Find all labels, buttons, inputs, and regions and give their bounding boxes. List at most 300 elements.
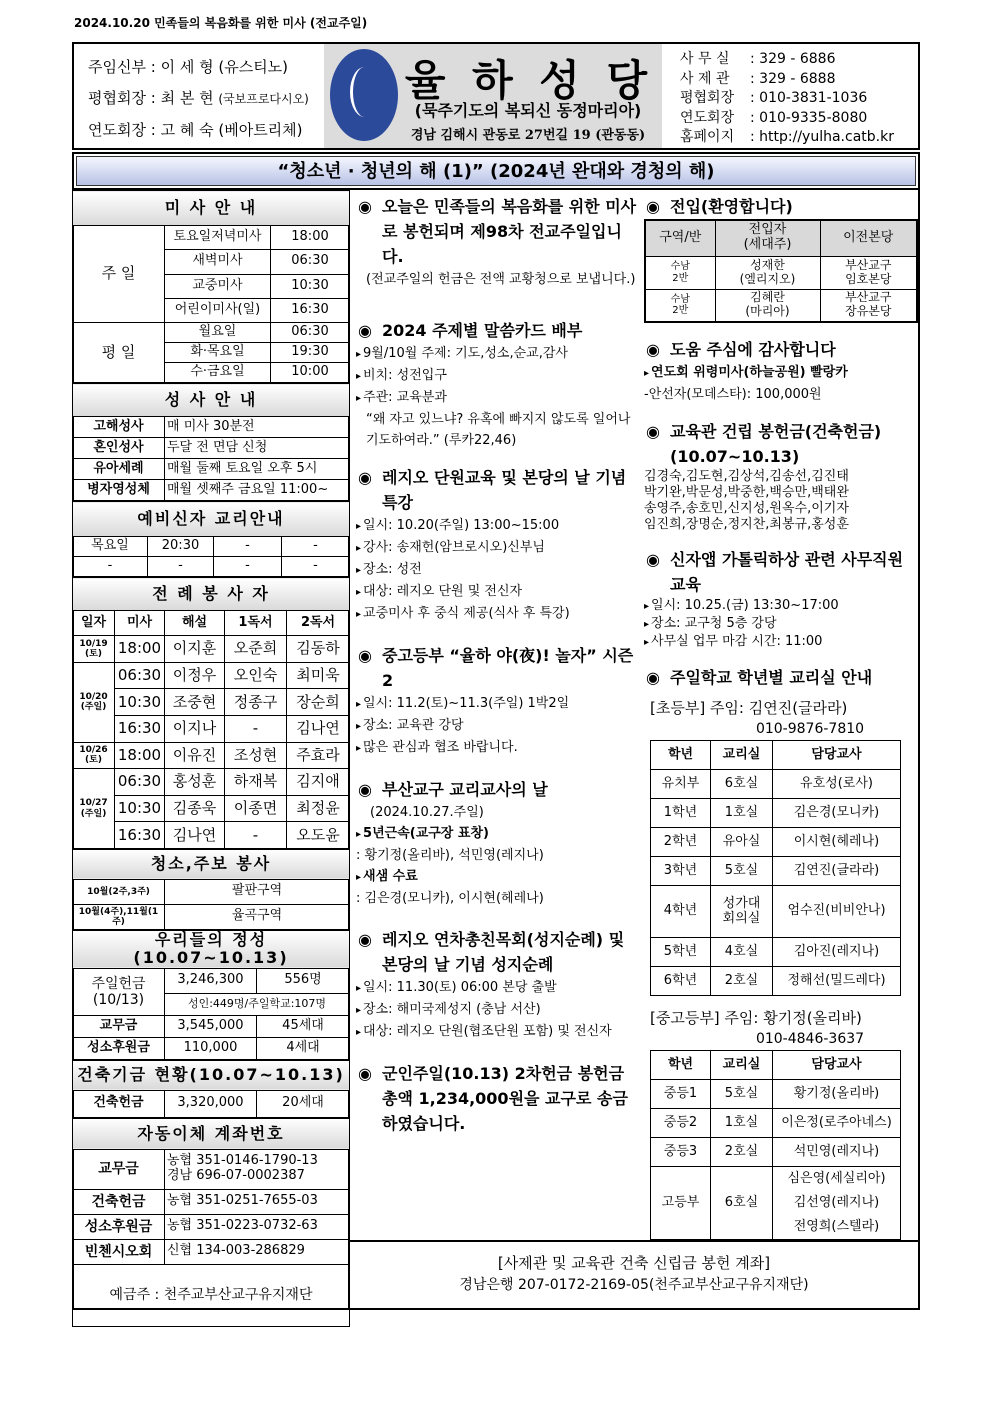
minister-cell: 이정우 bbox=[165, 662, 225, 689]
bulletin-header bbox=[72, 42, 920, 150]
section-line: “왜 자고 있느냐? 유혹에 빠지지 않도록 일어나 기도하여라.” (루카22,46) bbox=[366, 412, 631, 448]
offering-cell: 110,000 bbox=[165, 1037, 257, 1059]
table-row bbox=[73, 611, 350, 636]
notice-4 bbox=[356, 777, 638, 909]
offering-cell: 3,545,000 bbox=[165, 1015, 257, 1037]
account-number: 신협 134-003-286829 bbox=[165, 1239, 350, 1264]
minister-cell: 18:00 bbox=[115, 742, 165, 769]
cleaning-district: 팔판구역 bbox=[165, 879, 350, 904]
sacrament-name: 병자영성체 bbox=[73, 480, 165, 501]
table-row bbox=[651, 857, 901, 886]
table-row bbox=[73, 1015, 350, 1037]
contacts-list bbox=[662, 44, 894, 148]
middle-high-head: [중고등부] 주임: 황기정(올리바) bbox=[650, 1009, 862, 1027]
catechumen-cell: - bbox=[214, 537, 282, 557]
minister-cell: 정종구 bbox=[225, 689, 287, 716]
column-header: 담당교사 bbox=[773, 741, 901, 770]
contact-value: 010-9335-8080 bbox=[759, 109, 868, 126]
notice-3 bbox=[356, 643, 638, 759]
transfer-cell: 김혜란 (마리아) bbox=[715, 289, 820, 322]
sep: : bbox=[145, 89, 161, 107]
classroom-cell: 1호실 bbox=[711, 1109, 773, 1138]
minister-cell: 김동하 bbox=[287, 636, 350, 663]
section-title: ◉ 주일학교 학년별 교리실 안내 bbox=[644, 665, 916, 690]
mass-time: 10:30 bbox=[271, 274, 350, 298]
section-title: ◉ 레지오 단원교육 및 본당의 날 기념 특강 bbox=[356, 465, 638, 515]
liturgy-title: 전 례 봉 사 자 bbox=[73, 578, 350, 611]
service-date: 10/19 (토) bbox=[73, 636, 115, 663]
sep: : bbox=[750, 51, 760, 67]
leader-name: 이 세 형 bbox=[160, 58, 214, 76]
minister-cell: 06:30 bbox=[115, 769, 165, 796]
classroom-cell: 김은경(모니카) bbox=[773, 799, 901, 828]
section-line: ▸ 일시: 11.2(토)~11.3(주일) 1박2일 bbox=[356, 693, 638, 715]
liturgy-ministers-table bbox=[72, 577, 350, 849]
account-purpose: 교무금 bbox=[73, 1149, 165, 1189]
section-line: ▸ 9월/10월 주제: 기도,성소,순교,감사 bbox=[356, 343, 638, 365]
section-title: ◉ 2024 주제별 말씀카드 배부 bbox=[356, 318, 638, 343]
left-column bbox=[72, 190, 349, 1327]
middle-column bbox=[356, 194, 638, 1154]
classroom-cell: 김연진(글라라) bbox=[773, 857, 901, 886]
bulletin-date-title: 2024.10.20 민족들의 복음화를 위한 미사 (전교주일) bbox=[74, 16, 368, 30]
contact-0 bbox=[680, 50, 894, 70]
mass-schedule-table bbox=[72, 190, 350, 383]
leaders-list bbox=[74, 44, 324, 148]
column-header: 담당교사 bbox=[773, 1051, 901, 1080]
table-row bbox=[73, 502, 350, 537]
classroom-cell: 김아진(레지나) bbox=[773, 938, 901, 967]
catechumen-cell: - bbox=[214, 557, 282, 577]
section-title: ◉ 전입(환영합니다) bbox=[644, 194, 916, 219]
table-row bbox=[73, 226, 350, 250]
table-row bbox=[651, 799, 901, 828]
catechumen-cell: 목요일 bbox=[73, 537, 148, 557]
table-row bbox=[73, 636, 350, 663]
section-title: ◉ 교육관 건립 봉헌금(건축헌금) (10.07~10.13) bbox=[644, 419, 916, 469]
cleaning-table bbox=[72, 849, 350, 930]
classroom-cell: 중등2 bbox=[651, 1109, 711, 1138]
account-box-title: [사제관 및 교육관 건축 신립금 봉헌 계좌] bbox=[497, 1254, 771, 1272]
minister-cell: 16:30 bbox=[115, 715, 165, 742]
minister-cell: 16:30 bbox=[115, 822, 165, 849]
sep: : bbox=[750, 129, 760, 145]
section-line: ▸ 일시: 10.20(주일) 13:00~15:00 bbox=[356, 515, 638, 537]
leader-name: 고 혜 숙 bbox=[160, 121, 214, 139]
table-row bbox=[73, 662, 350, 689]
service-date: 10/27 (주일) bbox=[73, 769, 115, 849]
minister-cell: 이지나 bbox=[165, 715, 225, 742]
elementary-phone: 010-9876-7810 bbox=[755, 721, 865, 737]
leader-saint: (베아트리체) bbox=[218, 121, 303, 139]
section-line: ▸ 교중미사 후 중식 제공(식사 후 특강) bbox=[356, 603, 638, 625]
sep: : bbox=[750, 90, 760, 106]
section-line: ▸ 대상: 레지오 단원 및 전신자 bbox=[356, 581, 638, 603]
section-line: ▸ 비치: 성전입구 bbox=[356, 365, 638, 387]
cleaning-period: 10월(2주,3주) bbox=[73, 879, 165, 904]
contact-label: 연도회장 bbox=[680, 109, 735, 126]
account-holder: 예금주 : 천주교부산교구유지재단 bbox=[73, 1264, 350, 1326]
sacrament-info: 매월 셋째주 금요일 11:00~ bbox=[165, 480, 350, 501]
leader-role: 연도회장 bbox=[88, 121, 146, 139]
section-line: ▸ 사무실 업무 마감 시간: 11:00 bbox=[644, 633, 916, 651]
classroom-cell: 유치부 bbox=[651, 770, 711, 799]
classroom-cell: 엄수진(비비안나) bbox=[773, 886, 901, 938]
column-header: 해설 bbox=[165, 611, 225, 636]
section-title: ◉ 부산교구 교리교사의 날 bbox=[356, 777, 638, 802]
column-header: 이전본당 bbox=[820, 220, 917, 256]
table-row bbox=[651, 1138, 901, 1167]
leader-saint: (유스티노) bbox=[218, 58, 289, 76]
classroom-cell: 3학년 bbox=[651, 857, 711, 886]
section-line: ▸ 장소: 성전 bbox=[356, 559, 638, 581]
table-row bbox=[73, 1060, 350, 1090]
section-line: ▸ 대상: 레지오 단원(협조단원 포함) 및 전신자 bbox=[356, 1021, 638, 1043]
table-row bbox=[73, 459, 350, 480]
table-row bbox=[73, 480, 350, 501]
sacrament-name: 고해성사 bbox=[73, 417, 165, 438]
transfer-in-table bbox=[644, 219, 918, 323]
section-line: ▸ 새샘 수료 bbox=[356, 866, 638, 888]
table-row bbox=[73, 438, 350, 459]
transfer-cell: 성재한 (엘리지오) bbox=[715, 256, 820, 289]
sacrament-info: 매 미사 30분전 bbox=[165, 417, 350, 438]
section-line: ▸ 강사: 송재헌(암브로시오)신부님 bbox=[356, 537, 638, 559]
catechumen-table bbox=[72, 501, 350, 577]
table-row bbox=[651, 938, 901, 967]
mass-name: 새벽미사 bbox=[165, 250, 271, 274]
classroom-cell: 6호실 bbox=[711, 1167, 773, 1240]
column-header: 전입자 (세대주) bbox=[715, 220, 820, 256]
column-header: 교리실 bbox=[711, 741, 773, 770]
mass-day: 월요일 bbox=[165, 323, 271, 343]
table-row bbox=[73, 1037, 350, 1059]
notice-0 bbox=[356, 194, 638, 290]
mass-schedule-title: 미 사 안 내 bbox=[73, 191, 350, 226]
section-line: -안선자(모데스타): 100,000원 bbox=[644, 387, 822, 402]
classroom-cell: 6학년 bbox=[651, 967, 711, 996]
table-row bbox=[73, 1118, 350, 1149]
mass-name: 토요일저녁미사 bbox=[165, 226, 271, 250]
section-line: : 김은경(모니카), 이시현(헤레나) bbox=[356, 891, 544, 906]
notice-1 bbox=[356, 318, 638, 451]
table-row bbox=[73, 715, 350, 742]
classroom-cell: 2학년 bbox=[651, 828, 711, 857]
offering-title: 우리들의 정성 (10.07~10.13) bbox=[73, 930, 350, 968]
column-header: 구역/반 bbox=[645, 220, 715, 256]
classroom-cell: 4학년 bbox=[651, 886, 711, 938]
leader-role: 주임신부 bbox=[88, 58, 146, 76]
contact-3 bbox=[680, 109, 894, 129]
minister-cell: - bbox=[225, 822, 287, 849]
table-row bbox=[73, 537, 350, 557]
minister-cell: 10:30 bbox=[115, 795, 165, 822]
section-line: (2024.10.27.주일) bbox=[370, 805, 484, 820]
classroom-cell: 5호실 bbox=[711, 1080, 773, 1109]
cleaning-period: 10월(4주),11월(1주) bbox=[73, 904, 165, 929]
table-row bbox=[73, 968, 350, 993]
table-row bbox=[73, 795, 350, 822]
table-row bbox=[651, 967, 901, 996]
mass-time: 19:30 bbox=[271, 343, 350, 363]
leader-1 bbox=[88, 83, 324, 115]
section-title: ◉ 도움 주심에 감사합니다 bbox=[644, 337, 916, 362]
classroom-cell: 4호실 bbox=[711, 938, 773, 967]
middle-high-phone: 010-4846-3637 bbox=[755, 1031, 865, 1047]
catechumen-cell: 20:30 bbox=[148, 537, 214, 557]
offering-amount: 3,246,300 bbox=[165, 968, 257, 993]
notice-5 bbox=[356, 927, 638, 1043]
sep: : bbox=[750, 109, 760, 126]
classroom-cell: 이시현(헤레나) bbox=[773, 828, 901, 857]
sacrament-title: 성 사 안 내 bbox=[73, 384, 350, 417]
minister-cell: 홍성훈 bbox=[165, 769, 225, 796]
classroom-cell: 황기정(올리바) bbox=[773, 1080, 901, 1109]
sacrament-info: 두달 전 면담 신청 bbox=[165, 438, 350, 459]
offering-detail: 성인:449명/주일학교:107명 bbox=[165, 993, 350, 1015]
table-row bbox=[73, 578, 350, 611]
table-row bbox=[645, 256, 917, 289]
table-row bbox=[73, 557, 350, 577]
notice-2 bbox=[356, 465, 638, 625]
table-row bbox=[73, 742, 350, 769]
section-line: ▸ 주관: 교육분과 bbox=[356, 387, 638, 409]
section-line: : 황기정(올리바), 석민영(레지나) bbox=[356, 848, 544, 863]
classroom-cell: 이은정(로주아네스) bbox=[773, 1109, 901, 1138]
notice-6 bbox=[356, 1061, 638, 1136]
minister-cell: 06:30 bbox=[115, 662, 165, 689]
table-row bbox=[651, 828, 901, 857]
section-title: ◉ 레지오 연차총친목회(성지순례) 및 본당의 날 기념 성지순례 bbox=[356, 927, 638, 977]
column-header: 1독서 bbox=[225, 611, 287, 636]
catechumen-cell: - bbox=[282, 557, 350, 577]
minister-cell: 이지훈 bbox=[165, 636, 225, 663]
minister-cell: 오준희 bbox=[225, 636, 287, 663]
cleaning-title: 청소,주보 봉사 bbox=[73, 849, 350, 879]
table-row bbox=[73, 879, 350, 904]
table-row bbox=[73, 1239, 350, 1264]
sep: : bbox=[145, 121, 161, 139]
section-line: (전교주일의 헌금은 전액 교황청으로 보냅니다.) bbox=[366, 272, 636, 287]
contact-value: 010-3831-1036 bbox=[759, 90, 868, 106]
table-row bbox=[651, 741, 901, 770]
account-number: 농협 351-0223-0732-63 bbox=[165, 1214, 350, 1239]
table-row bbox=[73, 384, 350, 417]
column-header: 학년 bbox=[651, 741, 711, 770]
minister-cell: 이유진 bbox=[165, 742, 225, 769]
building-fund-cell: 3,320,000 bbox=[165, 1090, 257, 1117]
classroom-cell: 2호실 bbox=[711, 1138, 773, 1167]
classroom-cell: 심은영(세실리아) 김선영(레지나) 전영희(스텔라) bbox=[773, 1167, 901, 1240]
section-line: ▸ 장소: 교육관 강당 bbox=[356, 715, 638, 737]
classroom-cell: 석민영(레지나) bbox=[773, 1138, 901, 1167]
building-fund-cell: 20세대 bbox=[257, 1090, 350, 1117]
classroom-cell: 1학년 bbox=[651, 799, 711, 828]
table-row bbox=[645, 289, 917, 322]
section-line: 임진희,장명순,정지찬,최봉규,홍성훈 bbox=[644, 517, 849, 532]
minister-cell: - bbox=[225, 715, 287, 742]
mass-time: 18:00 bbox=[271, 226, 350, 250]
parish-masthead bbox=[324, 44, 662, 148]
leader-role: 평협회장 bbox=[88, 89, 146, 107]
service-date: 10/20 (주일) bbox=[73, 662, 115, 742]
contact-value: 329 - 6886 bbox=[759, 51, 836, 67]
section-title: ◉ 중고등부 “율하 야(夜)! 놀자” 시즌2 bbox=[356, 643, 638, 693]
table-row bbox=[73, 904, 350, 929]
table-row bbox=[651, 770, 901, 799]
elementary-head: [초등부] 주임: 김연진(글라라) bbox=[650, 699, 848, 717]
table-row bbox=[73, 1264, 350, 1326]
contact-value: http://yulha.catb.kr bbox=[759, 129, 894, 145]
table-row bbox=[73, 849, 350, 879]
table-row bbox=[651, 886, 901, 938]
minister-cell: 최미욱 bbox=[287, 662, 350, 689]
column-header: 교리실 bbox=[711, 1051, 773, 1080]
mass-time: 10:00 bbox=[271, 363, 350, 383]
account-purpose: 빈첸시오회 bbox=[73, 1239, 165, 1264]
account-box-number: 경남은행 207-0172-2169-05(천주교부산교구유지재단) bbox=[459, 1277, 809, 1293]
classroom-cell: 유아실 bbox=[711, 828, 773, 857]
mass-day: 화·목요일 bbox=[165, 343, 271, 363]
mass-time: 06:30 bbox=[271, 250, 350, 274]
minister-cell: 이종면 bbox=[225, 795, 287, 822]
catechumen-cell: - bbox=[282, 537, 350, 557]
minister-cell: 주효라 bbox=[287, 742, 350, 769]
service-date: 10/26 (토) bbox=[73, 742, 115, 769]
leader-name: 최 본 현 bbox=[160, 89, 214, 107]
classroom-cell: 1호실 bbox=[711, 799, 773, 828]
leader-saint: (국보프로다시오) bbox=[218, 92, 309, 106]
mass-name: 교중미사 bbox=[165, 274, 271, 298]
section-title: ◉ 오늘은 민족들의 복음화를 위한 미사로 봉헌되며 제98차 전교주일입니다. bbox=[356, 194, 638, 269]
weekday-label: 평 일 bbox=[73, 323, 165, 383]
contact-label: 사 무 실 bbox=[680, 51, 730, 67]
sep: : bbox=[750, 70, 760, 87]
table-row bbox=[73, 822, 350, 849]
contact-value: 329 - 6888 bbox=[759, 70, 836, 87]
minister-cell: 조중현 bbox=[165, 689, 225, 716]
mass-name: 어린이미사(일) bbox=[165, 298, 271, 322]
section-line: ▸ 일시: 11.30(토) 06:00 본당 출발 bbox=[356, 977, 638, 999]
table-row bbox=[73, 769, 350, 796]
auto-transfer-title: 자동이체 계좌번호 bbox=[73, 1118, 350, 1149]
minister-cell: 김나연 bbox=[287, 715, 350, 742]
minister-cell: 10:30 bbox=[115, 689, 165, 716]
offering-label: 주일헌금 (10/13) bbox=[73, 968, 165, 1015]
table-row bbox=[651, 1051, 901, 1080]
classroom-cell: 6호실 bbox=[711, 770, 773, 799]
mass-day: 수·금요일 bbox=[165, 363, 271, 383]
account-purpose: 건축헌금 bbox=[73, 1189, 165, 1214]
classroom-cell: 유호성(로사) bbox=[773, 770, 901, 799]
leader-2 bbox=[88, 115, 324, 146]
transfer-cell: 수남 2반 bbox=[645, 256, 715, 289]
account-purpose: 성소후원금 bbox=[73, 1214, 165, 1239]
table-row bbox=[73, 1189, 350, 1214]
minister-cell: 김종욱 bbox=[165, 795, 225, 822]
classroom-cell: 2호실 bbox=[711, 967, 773, 996]
section-line: ▸ 5년근속(교구장 표창) bbox=[356, 823, 638, 845]
banner-text: “청소년 · 청년의 해 (1)” (2024년 완대와 경청의 해) bbox=[76, 156, 916, 186]
section-line: ▸ 장소: 해미국제성지 (충남 서산) bbox=[356, 999, 638, 1021]
table-row bbox=[73, 417, 350, 438]
offering-cell: 45세대 bbox=[257, 1015, 350, 1037]
table-row bbox=[73, 1149, 350, 1189]
mass-time: 06:30 bbox=[271, 323, 350, 343]
account-number: 농협 351-0146-1790-13 경남 696-07-0002387 bbox=[165, 1149, 350, 1189]
transfer-cell: 부산교구 장유본당 bbox=[820, 289, 917, 322]
account-number: 농협 351-0251-7655-03 bbox=[165, 1189, 350, 1214]
classroom-cell: 정해선(밀드레다) bbox=[773, 967, 901, 996]
contact-label: 사 제 관 bbox=[680, 70, 730, 87]
sunday-label: 주 일 bbox=[73, 226, 165, 323]
column-header: 미사 bbox=[115, 611, 165, 636]
minister-cell: 조성현 bbox=[225, 742, 287, 769]
table-row bbox=[73, 689, 350, 716]
building-fund-title: 건축기금 현황(10.07~10.13) bbox=[73, 1060, 350, 1090]
sacrament-name: 혼인성사 bbox=[73, 438, 165, 459]
minister-cell: 최정윤 bbox=[287, 795, 350, 822]
section-line: ▸ 많은 관심과 협조 바랍니다. bbox=[356, 737, 638, 759]
thanks-section bbox=[644, 337, 916, 405]
section-line: ▸ 장소: 교구청 5층 강당 bbox=[644, 615, 916, 633]
parish-address: 경남 김해시 관동로 27번길 19 (관동동) bbox=[410, 128, 646, 143]
parish-name: 율 하 성 당 bbox=[404, 56, 654, 105]
contact-1 bbox=[680, 70, 894, 90]
sep: : bbox=[145, 58, 161, 76]
parish-logo-icon bbox=[330, 49, 398, 141]
offering-cell: 성소후원금 bbox=[73, 1037, 165, 1059]
contact-2 bbox=[680, 89, 894, 109]
section-title: ◉ 군인주일(10.13) 2차헌금 봉헌금 총액 1,234,000원을 교구로 송금하였습니다. bbox=[356, 1061, 638, 1136]
building-fund-table bbox=[72, 1060, 350, 1118]
section-line: ▸ 일시: 10.25.(금) 13:30~17:00 bbox=[644, 597, 916, 615]
minister-cell: 18:00 bbox=[115, 636, 165, 663]
table-row bbox=[73, 930, 350, 968]
classroom-cell: 고등부 bbox=[651, 1167, 711, 1240]
building-account-box bbox=[350, 1240, 918, 1308]
building-donors-section bbox=[644, 419, 916, 533]
table-row bbox=[651, 1167, 901, 1240]
classroom-cell: 성가대 회의실 bbox=[711, 886, 773, 938]
table-row bbox=[73, 1090, 350, 1117]
offering-table bbox=[72, 930, 350, 1060]
minister-cell: 오인숙 bbox=[225, 662, 287, 689]
transfer-in-section bbox=[644, 194, 916, 323]
contact-label: 평협회장 bbox=[680, 90, 735, 106]
table-row bbox=[645, 220, 917, 256]
section-line: 김경숙,김도현,김상석,김송선,김진태 bbox=[644, 469, 849, 484]
table-row bbox=[73, 323, 350, 343]
elementary-classroom-table bbox=[650, 740, 901, 996]
catechumen-cell: - bbox=[148, 557, 214, 577]
column-header: 일자 bbox=[73, 611, 115, 636]
sacrament-table bbox=[72, 383, 350, 501]
minister-cell: 김나연 bbox=[165, 822, 225, 849]
minister-cell: 김지애 bbox=[287, 769, 350, 796]
column-header: 학년 bbox=[651, 1051, 711, 1080]
section-line: 송영주,송호민,신지성,원옥수,이기자 bbox=[644, 501, 849, 516]
table-row bbox=[73, 1214, 350, 1239]
transfer-cell: 부산교구 임호본당 bbox=[820, 256, 917, 289]
minister-cell: 장순희 bbox=[287, 689, 350, 716]
right-column bbox=[644, 194, 916, 1254]
column-header: 2독서 bbox=[287, 611, 350, 636]
auto-transfer-table bbox=[72, 1118, 350, 1327]
classroom-cell: 5호실 bbox=[711, 857, 773, 886]
section-line: ▸ 연도회 위령미사(하늘공원) 빨랑카 bbox=[644, 362, 916, 384]
contact-label: 홈페이지 bbox=[680, 129, 735, 145]
